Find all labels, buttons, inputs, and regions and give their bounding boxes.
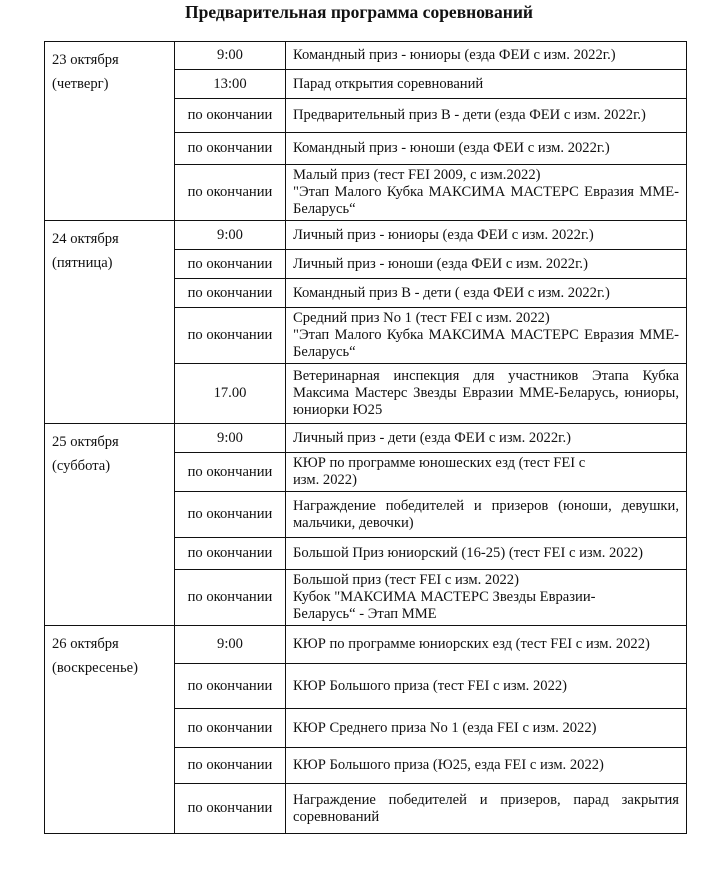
event-line: Командный приз - юниоры (езда ФЕИ с изм. 2022г.) bbox=[293, 47, 616, 63]
day-date: 23 октября bbox=[52, 52, 119, 68]
page-title: Предварительная программа соревнований bbox=[184, 2, 534, 22]
event-description bbox=[286, 133, 687, 165]
schedule-body bbox=[45, 42, 687, 834]
event-time: по окончании bbox=[175, 99, 286, 133]
event-time: 13:00 bbox=[175, 70, 286, 99]
schedule-row bbox=[45, 424, 687, 453]
event-line: Личный приз - юноши (езда ФЕИ с изм. 2022г.) bbox=[293, 255, 588, 272]
event-time: по окончании bbox=[175, 709, 286, 748]
event-description bbox=[286, 538, 687, 570]
event-line: Командный приз - юноши (езда ФЕИ с изм. 2022г.) bbox=[293, 140, 610, 156]
event-description bbox=[286, 453, 687, 492]
event-time: по окончании bbox=[175, 492, 286, 538]
event-line: Кубок "МАКСИМА МАСТЕРС Звезды Евразии- bbox=[293, 589, 596, 605]
event-description bbox=[286, 70, 687, 99]
event-line: "Этап Малого Кубка МАКСИМА МАСТЕРС Евразия МME-Беларусь“ bbox=[293, 327, 679, 360]
event-description bbox=[286, 492, 687, 538]
event-line: Предварительный приз В - дети (езда ФЕИ с изм. 2022г.) bbox=[293, 107, 646, 123]
event-line: Командный приз В - дети ( езда ФЕИ с изм. 2022г.) bbox=[293, 284, 610, 301]
event-description bbox=[286, 709, 687, 748]
event-line: Большой приз (тест FEI с изм. 2022) bbox=[293, 572, 519, 588]
day-weekday: (воскресенье) bbox=[52, 660, 138, 676]
event-time: по окончании bbox=[175, 279, 286, 308]
schedule-row bbox=[45, 626, 687, 664]
event-line: КЮР по программе юниорских езд (тест FEI с изм. 2022) bbox=[293, 636, 650, 652]
event-description bbox=[286, 664, 687, 709]
event-time: по окончании bbox=[175, 538, 286, 570]
day-date: 26 октября bbox=[52, 636, 119, 652]
event-line: Малый приз (тест FEI 2009, с изм.2022) bbox=[293, 167, 541, 183]
event-time: по окончании bbox=[175, 165, 286, 221]
event-line: Награждение победителей и призеров (юноши, девушки, мальчики, девочки) bbox=[293, 497, 679, 531]
event-time: по окончании bbox=[175, 453, 286, 492]
event-time: по окончании bbox=[175, 664, 286, 709]
event-time: по окончании bbox=[175, 133, 286, 165]
day-date: 25 октября bbox=[52, 434, 119, 450]
event-description bbox=[286, 424, 687, 453]
event-line: Беларусь“ - Этап MME bbox=[293, 606, 437, 622]
day-cell bbox=[45, 42, 175, 221]
event-description bbox=[286, 626, 687, 664]
schedule-row bbox=[45, 42, 687, 70]
event-time: по окончании bbox=[175, 308, 286, 364]
event-description bbox=[286, 99, 687, 133]
event-time: 17.00 bbox=[175, 364, 286, 424]
event-line: изм. 2022) bbox=[293, 472, 357, 488]
schedule-table bbox=[44, 41, 687, 834]
event-description bbox=[286, 165, 687, 221]
day-weekday: (четверг) bbox=[52, 76, 109, 92]
event-time: 9:00 bbox=[175, 42, 286, 70]
day-cell bbox=[45, 424, 175, 626]
day-cell bbox=[45, 626, 175, 834]
event-line: Личный приз - юниоры (езда ФЕИ с изм. 2022г.) bbox=[293, 226, 594, 243]
day-date: 24 октября bbox=[52, 231, 119, 247]
event-time: 9:00 bbox=[175, 626, 286, 664]
event-line: КЮР Большого приза (Ю25, езда FEI с изм. 2022) bbox=[293, 757, 604, 773]
event-description bbox=[286, 784, 687, 834]
event-time: по окончании bbox=[175, 570, 286, 626]
event-description bbox=[286, 250, 687, 279]
day-weekday: (суббота) bbox=[52, 458, 111, 474]
event-description bbox=[286, 364, 687, 424]
event-time: 9:00 bbox=[175, 221, 286, 250]
event-line: КЮР Среднего приза No 1 (езда FEI с изм. 2022) bbox=[293, 719, 597, 736]
event-line: "Этап Малого Кубка МАКСИМА МАСТЕРС Евразия МME-Беларусь“ bbox=[293, 184, 679, 217]
schedule-row bbox=[45, 221, 687, 250]
event-line: Личный приз - дети (езда ФЕИ с изм. 2022г.) bbox=[293, 429, 571, 446]
event-line: Парад открытия соревнований bbox=[293, 75, 484, 92]
event-description bbox=[286, 570, 687, 626]
event-time: 9:00 bbox=[175, 424, 286, 453]
event-line: Средний приз No 1 (тест FEI с изм. 2022) bbox=[293, 310, 550, 326]
event-time: по окончании bbox=[175, 250, 286, 279]
event-description bbox=[286, 279, 687, 308]
event-line: Большой Приз юниорский (16-25) (тест FEI с изм. 2022) bbox=[293, 545, 644, 561]
event-line: Награждение победителей и призеров, парад закрытия соревнований bbox=[293, 791, 679, 825]
day-cell bbox=[45, 221, 175, 424]
event-description bbox=[286, 221, 687, 250]
event-description bbox=[286, 308, 687, 364]
event-description bbox=[286, 42, 687, 70]
event-line: КЮР по программе юношеских езд (тест FEI с bbox=[293, 455, 586, 471]
day-weekday: (пятница) bbox=[52, 255, 113, 271]
event-line: КЮР Большого приза (тест FEI с изм. 2022) bbox=[293, 677, 568, 694]
event-time: по окончании bbox=[175, 784, 286, 834]
event-description bbox=[286, 748, 687, 784]
event-line: Ветеринарная инспекция для участников Этапа Кубка Максима Мастерс Звезды Евразии MME-Беларусь, юниоры, юниорки Ю25 bbox=[293, 368, 679, 418]
event-time: по окончании bbox=[175, 748, 286, 784]
